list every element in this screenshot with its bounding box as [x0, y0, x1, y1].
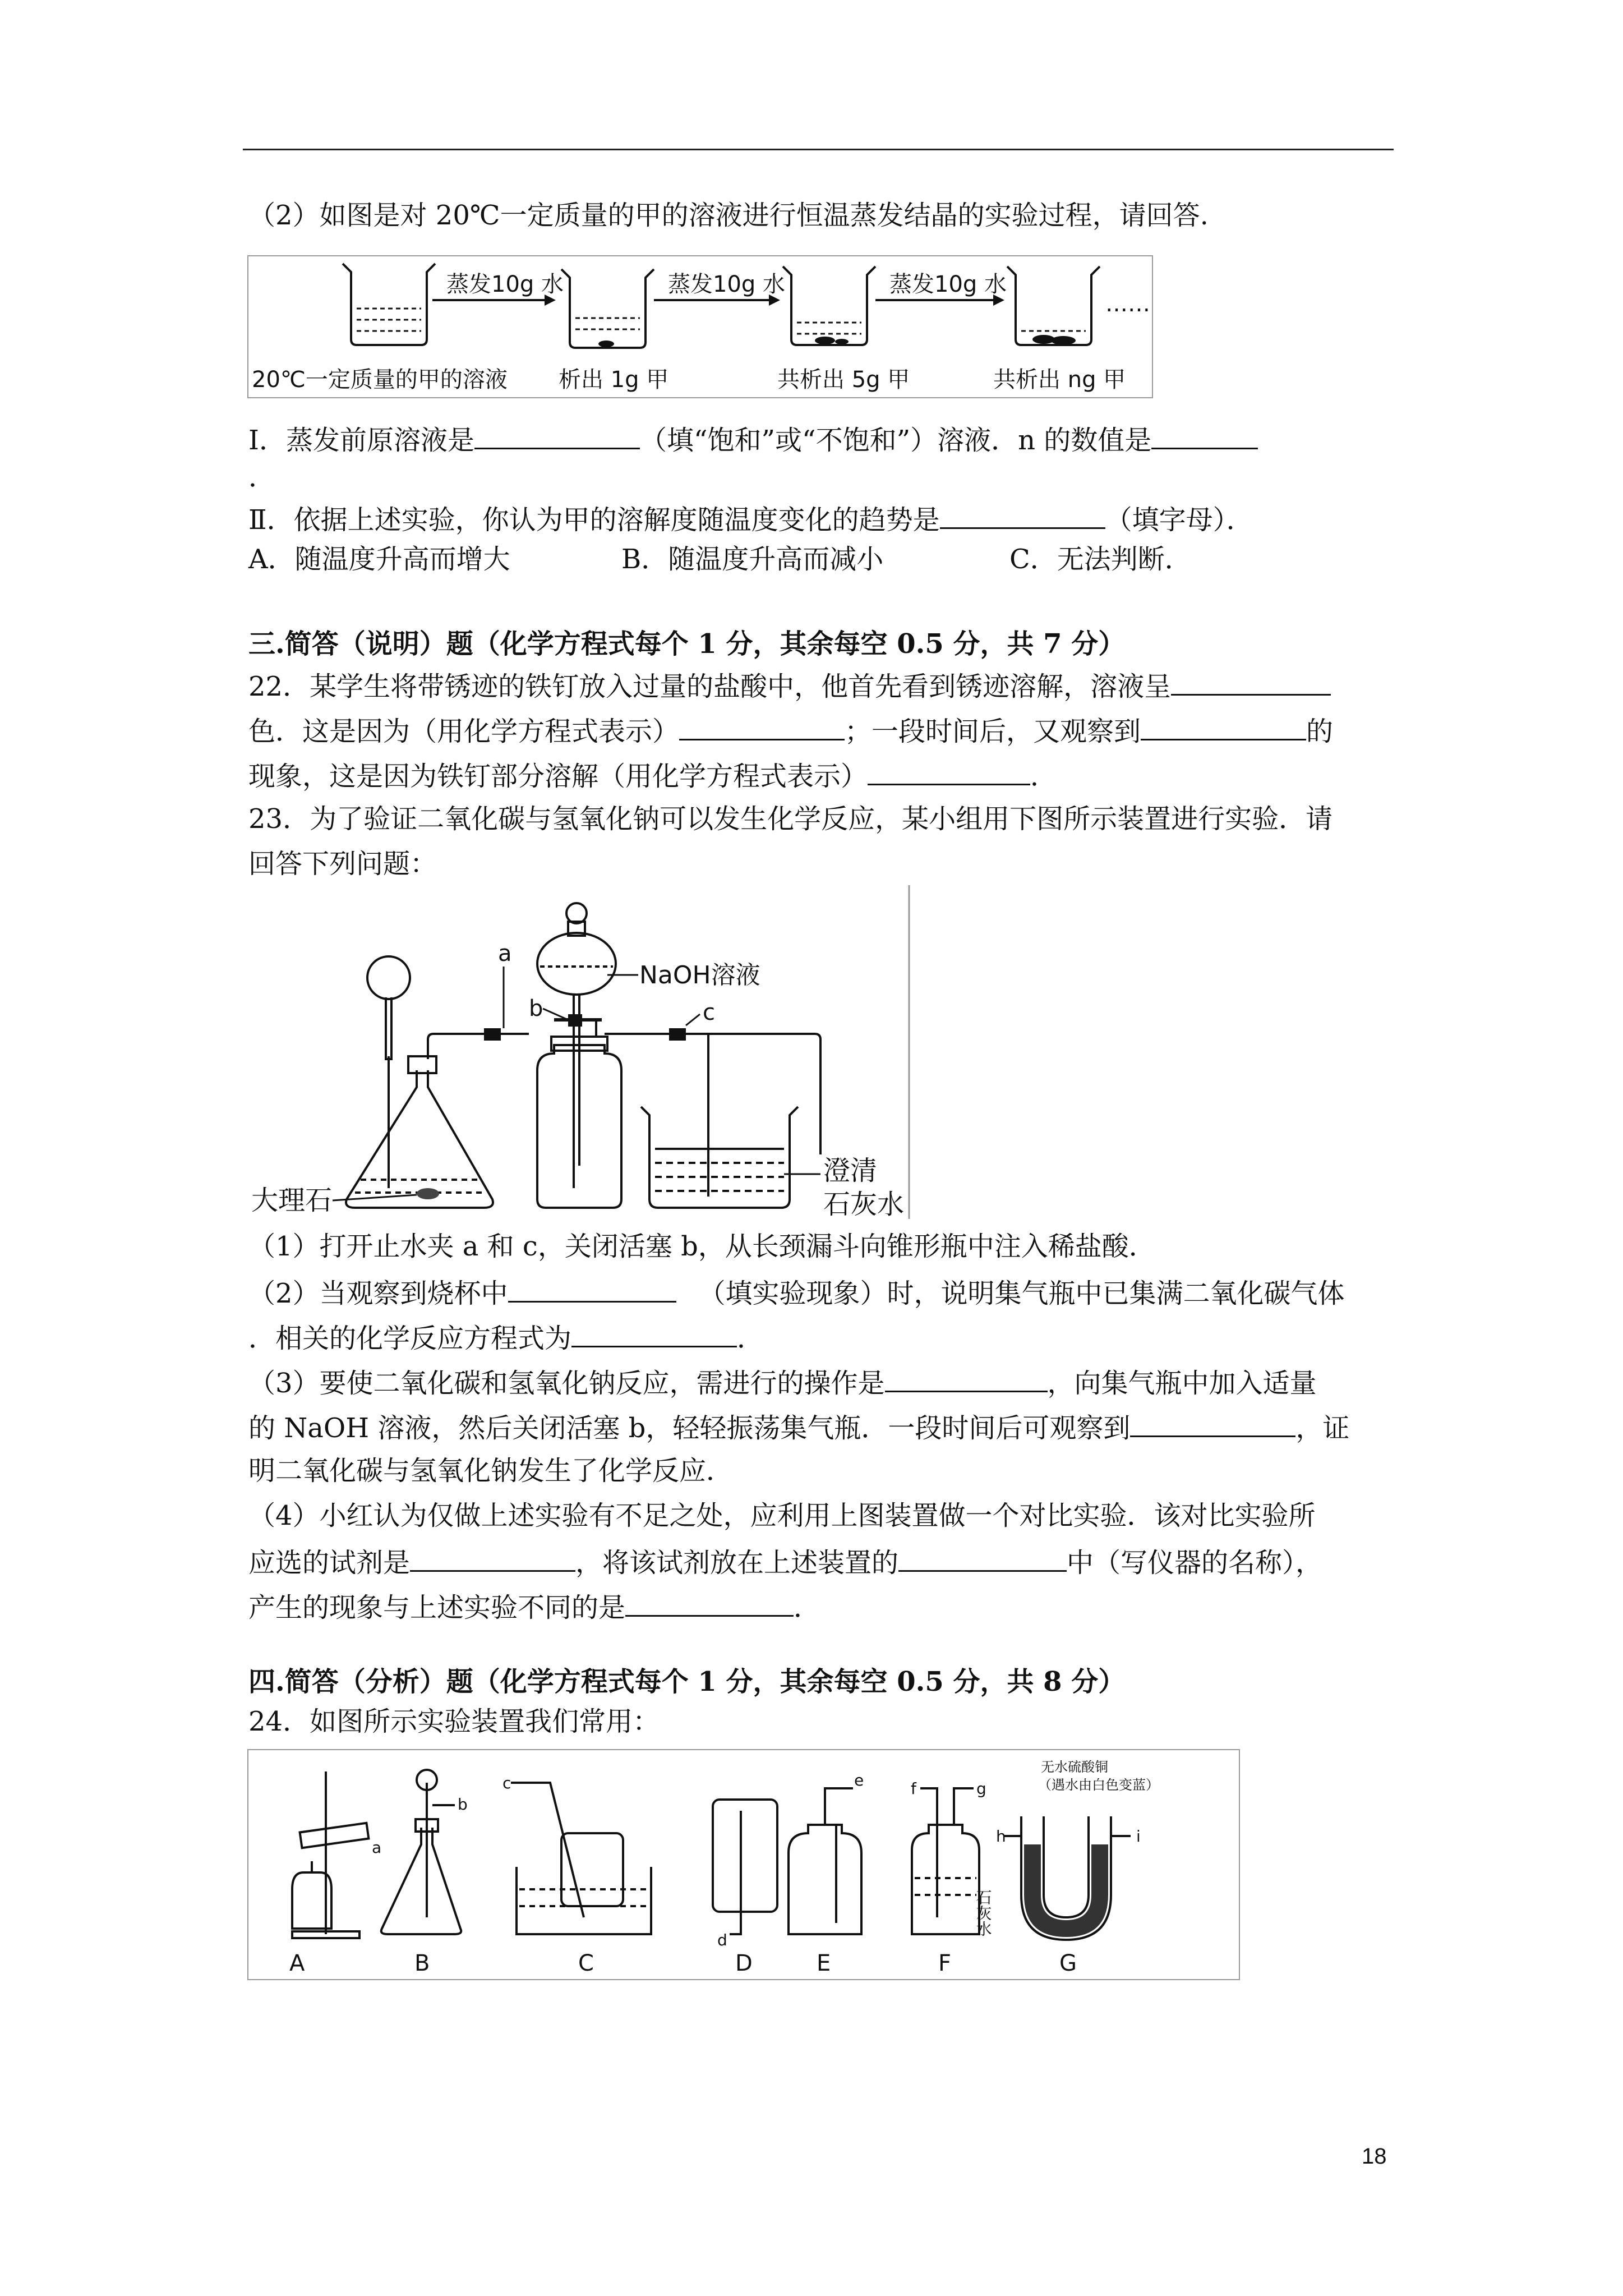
conical-flask: [346, 1070, 493, 1208]
answer-blank[interactable]: [1171, 668, 1331, 696]
q21-options: [248, 543, 1192, 576]
label-b: b: [529, 996, 543, 1022]
section4-heading: 四.简答（分析）题（化学方程式每个 1 分，其余每空 0.5 分，共 8 分）: [248, 1666, 1126, 1697]
q23-s4d: 中（写仪器的名称），: [1067, 1547, 1323, 1579]
q22-line1: [248, 668, 1331, 703]
q21-part2-text-a: Ⅱ．依据上述实验，你认为甲的溶解度随温度变化的趋势是: [248, 504, 940, 536]
q23-s3c: 的 NaOH 溶液，然后关闭活塞 b，轻轻振荡集气瓶．一段时间后可观察到: [248, 1412, 1131, 1444]
q23-s4e: 产生的现象与上述实验不同的是: [248, 1592, 626, 1623]
option-a: A．随温度升高而增大: [248, 544, 510, 575]
beaker-3: [783, 266, 875, 345]
q23-step2-line2: [248, 1320, 764, 1355]
label-g-small: g: [976, 1779, 986, 1798]
q23-s2c: ．相关的化学反应方程式为: [248, 1323, 572, 1354]
apparatus-b: [381, 1770, 462, 1934]
q22-line3: [248, 758, 1057, 793]
q23-line1: 23．为了验证二氧化碳与氢氧化钠可以发生化学反应，某小组用下图所示装置进行实验．请: [248, 803, 1333, 835]
apparatus-a: [292, 1772, 368, 1938]
q21-part1-text-a: Ⅰ．蒸发前原溶液是: [248, 425, 474, 456]
apparatus-set-figure: [247, 1749, 1240, 1980]
label-b-small: b: [458, 1795, 468, 1814]
q23-step3-line3: 明二氧化碳与氢氧化钠发生了化学反应．: [248, 1455, 734, 1487]
q23-step4-line2: [248, 1544, 1322, 1579]
answer-blank[interactable]: [898, 1544, 1067, 1572]
label-lime-2: 石灰水: [823, 1189, 905, 1219]
q21-part1-end: ．: [248, 462, 276, 493]
q22-text-3a: 现象，这是因为铁钉部分溶解（用化学方程式表示）: [248, 761, 868, 792]
answer-blank[interactable]: [1141, 713, 1306, 740]
label-1: 20℃一定质量的甲的溶液: [252, 367, 508, 393]
label-a: a: [498, 941, 512, 967]
q23-line2: 回答下列问题：: [248, 848, 437, 880]
q24-line1: 24．如图所示实验装置我们常用：: [248, 1706, 660, 1737]
label-A: A: [289, 1950, 305, 1976]
label-c-small: c: [502, 1774, 511, 1792]
answer-blank[interactable]: [868, 758, 1030, 785]
label-cuso4-1: 无水硫酸铜: [1041, 1759, 1108, 1775]
label-naoh: NaOH溶液: [639, 961, 760, 990]
answer-blank[interactable]: [508, 1275, 676, 1303]
label-G: G: [1059, 1950, 1077, 1976]
q21-part1: [248, 422, 1258, 457]
answer-blank[interactable]: [571, 1320, 737, 1347]
q22-text-1: 22．某学生将带锈迹的铁钉放入过量的盐酸中，他首先看到锈迹溶解，溶液呈: [248, 671, 1172, 702]
label-4: 共析出 ng 甲: [993, 367, 1126, 393]
label-c: c: [703, 1000, 715, 1025]
q23-s3d: ，证: [1295, 1412, 1350, 1444]
label-marble: 大理石: [251, 1185, 333, 1216]
q22-text-2c: 的: [1306, 716, 1334, 747]
beaker-1: [343, 264, 435, 345]
evaporation-figure: [247, 255, 1153, 398]
label-B: B: [414, 1950, 430, 1976]
label-i-small: i: [1136, 1827, 1141, 1846]
label-d-small: d: [717, 1931, 727, 1949]
page-number: 18: [1362, 2144, 1387, 2169]
label-a-small: a: [372, 1838, 382, 1857]
answer-blank[interactable]: [625, 1589, 794, 1617]
q23-step4-line3: [248, 1589, 820, 1624]
apparatus-f: [912, 1788, 979, 1934]
label-3: 共析出 5g 甲: [777, 367, 910, 393]
q23-s4b: 应选的试剂是: [248, 1547, 411, 1579]
q22-text-3b: ．: [1030, 761, 1058, 792]
q22-text-2b: ；一段时间后，又观察到: [845, 716, 1141, 747]
q23-step2-line1: [248, 1275, 1345, 1310]
q23-step3-line1: [248, 1365, 1317, 1400]
apparatus-d: [713, 1800, 777, 1934]
step1-text: 蒸发10g 水: [446, 272, 564, 297]
q23-s4f: ．: [794, 1592, 821, 1623]
label-f-small: f: [911, 1779, 916, 1798]
answer-blank[interactable]: [1130, 1410, 1295, 1437]
step2-text: 蒸发10g 水: [668, 272, 786, 297]
label-e-small: e: [854, 1771, 864, 1789]
q22-line2: [248, 713, 1333, 748]
ellipsis-text: ……: [1105, 291, 1150, 317]
label-D: D: [735, 1950, 753, 1976]
step3-text: 蒸发10g 水: [889, 272, 1007, 297]
option-c: C．无法判断．: [1009, 544, 1192, 575]
beaker-4: [1007, 266, 1100, 345]
option-b: B．随温度升高而减小: [621, 544, 884, 575]
q23-s2d: ．: [737, 1323, 764, 1354]
q23-step3-line2: [248, 1410, 1349, 1444]
co2-apparatus-figure: [248, 885, 910, 1219]
q21-part1-text-b: （填“饱和”或“不饱和”）溶液．n 的数值是: [639, 425, 1152, 456]
label-F: F: [938, 1950, 952, 1976]
answer-blank[interactable]: [1151, 422, 1258, 449]
answer-blank[interactable]: [474, 422, 640, 449]
q23-step1: （1）打开止水夹 a 和 c，关闭活塞 b，从长颈漏斗向锥形瓶中注入稀盐酸．: [248, 1231, 1156, 1262]
beaker: [641, 1107, 798, 1208]
header-rule: [243, 149, 1394, 150]
q23-s3b: ，向集气瓶中加入适量: [1047, 1368, 1317, 1399]
label-h-small: h: [996, 1827, 1006, 1846]
label-E: E: [817, 1950, 831, 1976]
apparatus-c: [511, 1783, 651, 1934]
q21-part2-text-b: （填字母）．: [1105, 504, 1253, 536]
q21-part2: [248, 501, 1253, 536]
label-C: C: [578, 1950, 594, 1976]
answer-blank[interactable]: [885, 1365, 1048, 1392]
label-cuso4-2: （遇水由白色变蓝）: [1038, 1777, 1159, 1793]
q23-step4-line1: （4）小红认为仅做上述实验有不足之处，应利用上图装置做一个对比实验．该对比实验所: [248, 1500, 1316, 1531]
label-lime-1: 澄清: [823, 1155, 878, 1186]
apparatus-e: [789, 1788, 861, 1934]
answer-blank[interactable]: [940, 501, 1105, 529]
answer-blank[interactable]: [410, 1544, 575, 1572]
beaker-2: [561, 269, 654, 348]
q23-s2a: （2）当观察到烧杯中: [248, 1278, 508, 1309]
q21-intro: （2）如图是对 20℃一定质量的甲的溶液进行恒温蒸发结晶的实验过程，请回答.: [248, 200, 1209, 231]
answer-blank[interactable]: [679, 713, 845, 740]
label-2: 析出 1g 甲: [559, 367, 669, 393]
q23-s4c: ，将该试剂放在上述装置的: [575, 1547, 899, 1579]
q22-text-2a: 色．这是因为（用化学方程式表示）: [248, 716, 680, 747]
q23-s3a: （3）要使二氧化碳和氢氧化钠反应，需进行的操作是: [248, 1368, 885, 1399]
label-lime: 石灰水: [974, 1889, 993, 1936]
section3-heading: 三.简答（说明）题（化学方程式每个 1 分，其余每空 0.5 分，共 7 分）: [248, 628, 1126, 660]
q23-s2b: （填实验现象）时，说明集气瓶中已集满二氧化碳气体: [698, 1278, 1345, 1309]
